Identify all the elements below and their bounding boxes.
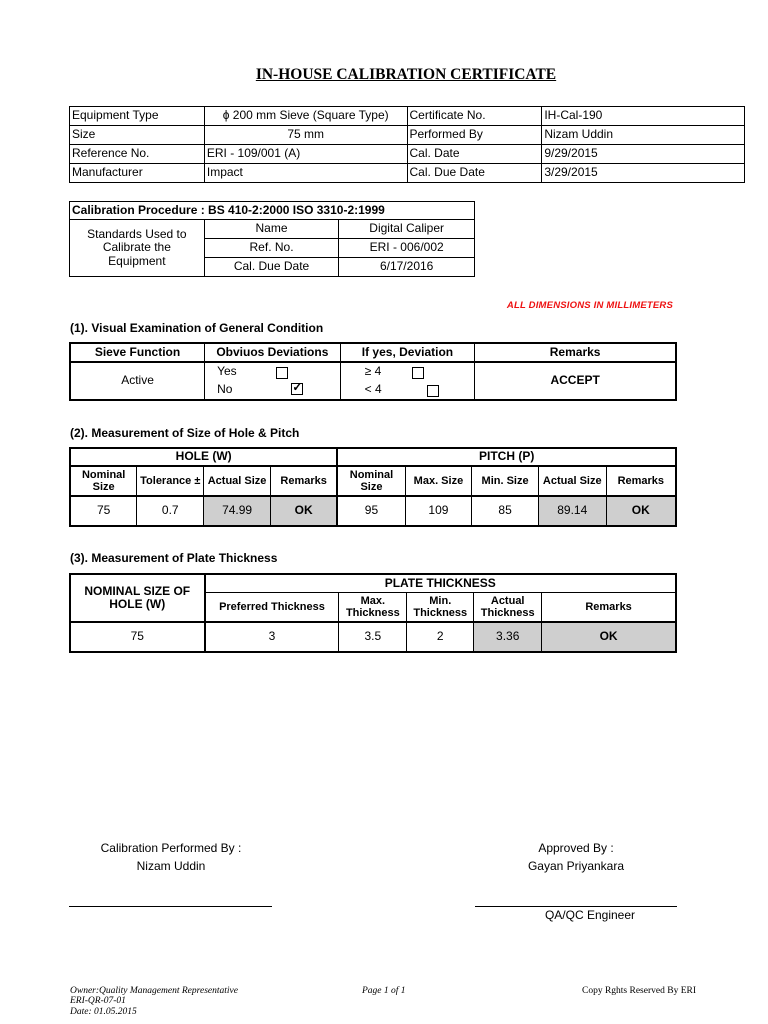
lt4-label: < 4 — [364, 382, 382, 396]
label-equipment-type: Equipment Type — [70, 107, 205, 126]
pitch-header-max: Max. Size — [405, 466, 472, 496]
section-1-heading: (1). Visual Examination of General Condition — [70, 321, 324, 335]
plate-header-max: Max. Thickness — [339, 593, 407, 623]
footer-date: Date: 01.05.2015 — [70, 1007, 137, 1017]
label-performed-by: Performed By — [407, 126, 542, 145]
nominal-hole-header: NOMINAL SIZE OF HOLE (W) — [70, 574, 205, 622]
procedure-title: Calibration Procedure : BS 410-2:2000 ISO 3310-2:1999 — [70, 202, 475, 220]
hole-header-tolerance: Tolerance ± — [137, 466, 204, 496]
pitch-header-min: Min. Size — [472, 466, 539, 496]
value-manufacturer: Impact — [204, 164, 407, 183]
equipment-info-table — [69, 106, 745, 183]
value-std-ref: ERI - 006/002 — [339, 239, 475, 258]
hole-nominal-value: 75 — [70, 496, 137, 526]
label-cal-due-date: Cal. Due Date — [407, 164, 542, 183]
approved-by-title: QA/QC Engineer — [544, 908, 636, 922]
plate-thickness-title: PLATE THICKNESS — [205, 574, 676, 593]
no-label: No — [217, 382, 233, 396]
plate-header-preferred: Preferred Thickness — [205, 593, 339, 623]
table-row — [70, 343, 676, 362]
value-certificate-no: IH-Cal-190 — [542, 107, 745, 126]
hole-header-remarks: Remarks — [270, 466, 337, 496]
plate-max-value: 3.5 — [339, 622, 407, 652]
hole-remarks-value: OK — [270, 496, 337, 526]
plate-remarks-value: OK — [542, 622, 676, 652]
value-cal-due-date: 3/29/2015 — [542, 164, 745, 183]
table-row — [70, 202, 475, 220]
pitch-min-value: 85 — [472, 496, 539, 526]
pitch-remarks-value: OK — [606, 496, 676, 526]
ge4-label: ≥ 4 — [364, 364, 382, 378]
performed-by-name: Nizam Uddin — [136, 859, 206, 873]
pitch-nominal-value: 95 — [337, 496, 405, 526]
performed-signature-line — [69, 906, 272, 907]
ge4-checkbox[interactable] — [412, 367, 424, 379]
table-row — [70, 622, 676, 652]
header-remarks: Remarks — [475, 343, 676, 362]
plate-min-value: 2 — [407, 622, 474, 652]
check-icon: ✓ — [292, 379, 303, 394]
label-certificate-no: Certificate No. — [407, 107, 542, 126]
plate-preferred-value: 3 — [205, 622, 339, 652]
plate-header-remarks: Remarks — [542, 593, 676, 623]
value-size: 75 mm — [204, 126, 407, 145]
footer-owner: Owner:Quality Management Representative — [70, 986, 238, 996]
table-row — [70, 496, 676, 526]
sieve-function-value: Active — [70, 362, 205, 400]
table-row — [70, 448, 676, 466]
table-row — [70, 220, 475, 239]
label-cal-date: Cal. Date — [407, 145, 542, 164]
standards-label: Standards Used to Calibrate the Equipment — [70, 220, 205, 277]
value-cal-date: 9/29/2015 — [542, 145, 745, 164]
pitch-actual-value: 89.14 — [538, 496, 606, 526]
value-std-due: 6/17/2016 — [339, 258, 475, 277]
plate-actual-value: 3.36 — [474, 622, 542, 652]
section-3-heading: (3). Measurement of Plate Thickness — [70, 551, 278, 565]
value-equipment-type: ϕ 200 mm Sieve (Square Type) — [204, 107, 407, 126]
pitch-max-value: 109 — [405, 496, 472, 526]
table-row — [70, 164, 745, 183]
value-reference-no: ERI - 109/001 (A) — [204, 145, 407, 164]
plate-header-min: Min. Thickness — [407, 593, 474, 623]
lt4-checkbox[interactable] — [427, 385, 439, 397]
section-2-heading: (2). Measurement of Size of Hole & Pitch — [70, 426, 300, 440]
value-performed-by: Nizam Uddin — [542, 126, 745, 145]
performed-by-label: Calibration Performed By : — [100, 841, 242, 855]
label-std-due: Cal. Due Date — [204, 258, 339, 277]
approved-by-label: Approved By : — [538, 841, 614, 855]
table-row — [70, 126, 745, 145]
calibration-procedure-table — [69, 201, 475, 277]
label-manufacturer: Manufacturer — [70, 164, 205, 183]
pitch-header-nominal: Nominal Size — [337, 466, 405, 496]
hole-pitch-table — [69, 447, 677, 527]
hole-header-nominal: Nominal Size — [70, 466, 137, 496]
hole-header-actual: Actual Size — [204, 466, 271, 496]
dimensions-note: ALL DIMENSIONS IN MILLIMETERS — [506, 300, 673, 311]
pitch-header-actual: Actual Size — [538, 466, 606, 496]
pitch-header-remarks: Remarks — [606, 466, 676, 496]
table-row — [70, 574, 676, 593]
table-row — [70, 145, 745, 164]
header-obvious-deviations: Obviuos Deviations — [205, 343, 341, 362]
pitch-title: PITCH (P) — [337, 448, 676, 466]
hole-title: HOLE (W) — [70, 448, 337, 466]
header-sieve-function: Sieve Function — [70, 343, 205, 362]
label-size: Size — [70, 126, 205, 145]
footer-page: Page 1 of 1 — [362, 986, 406, 996]
hole-tolerance-value: 0.7 — [137, 496, 204, 526]
plate-header-actual: Actual Thickness — [474, 593, 542, 623]
yes-checkbox[interactable] — [276, 367, 288, 379]
value-std-name: Digital Caliper — [339, 220, 475, 239]
approved-by-name: Gayan Priyankara — [527, 859, 625, 873]
label-std-ref: Ref. No. — [204, 239, 339, 258]
approved-signature-line — [475, 906, 677, 907]
no-checkbox[interactable] — [291, 379, 303, 395]
visual-exam-table — [69, 342, 677, 401]
hole-actual-value: 74.99 — [204, 496, 271, 526]
plate-thickness-table — [69, 573, 677, 653]
footer-doc-no: ERI-QR-07-01 — [70, 996, 126, 1006]
header-if-yes-deviation: If yes, Deviation — [340, 343, 475, 362]
table-row — [70, 107, 745, 126]
footer-copyright: Copy Rghts Reserved By ERI — [582, 986, 696, 996]
plate-nominal-value: 75 — [70, 622, 205, 652]
label-std-name: Name — [204, 220, 339, 239]
table-row — [70, 466, 676, 496]
yes-label: Yes — [217, 364, 237, 378]
table-row — [70, 362, 676, 400]
label-reference-no: Reference No. — [70, 145, 205, 164]
page-title: IN-HOUSE CALIBRATION CERTIFICATE — [255, 66, 557, 83]
visual-remarks-value: ACCEPT — [475, 362, 676, 400]
